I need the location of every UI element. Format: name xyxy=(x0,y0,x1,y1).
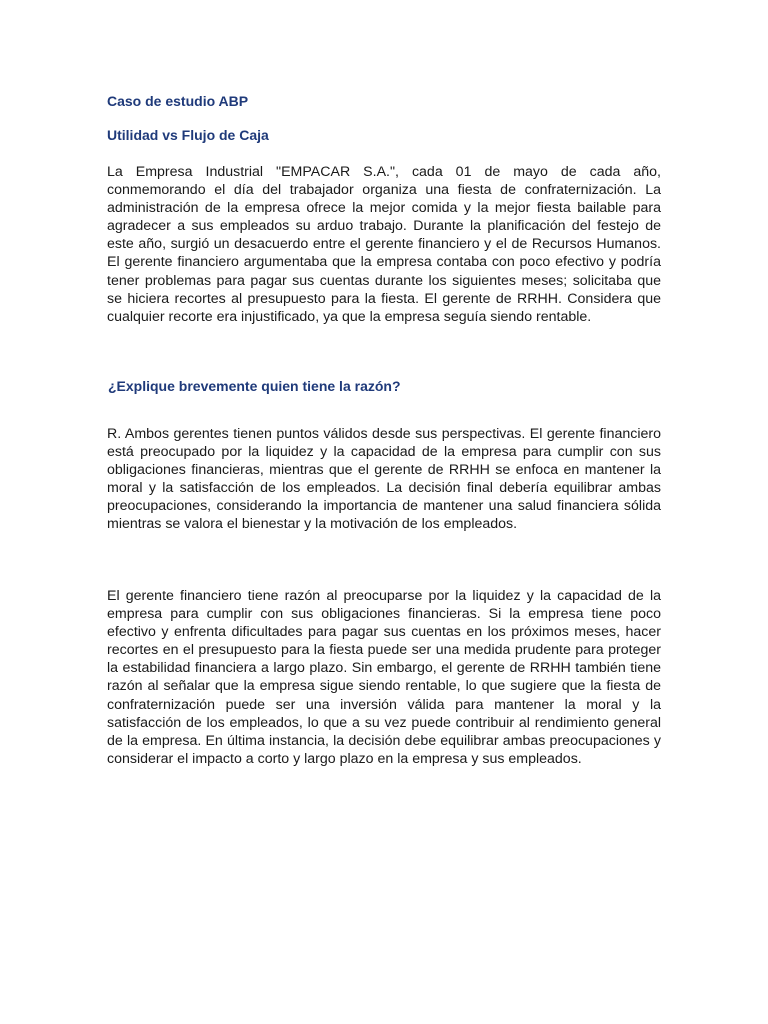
intro-paragraph: La Empresa Industrial "EMPACAR S.A.", cada 01 de mayo de cada año, conmemorando el día del trabajador organiza una fiesta de confraternización. La administración de la empresa ofrece la mejor comida y la mejor fiesta bailable para agradecer a sus empleados su arduo trabajo. Durante la planificación del festejo de este año, surgió un desacuerdo entre el gerente financiero y el de Recursos Humanos. El gerente financiero argumentaba que la empresa contaba con poco efectivo y podría tener problemas para pagar sus cuentas durante los siguientes meses; solicitaba que se hiciera recortes al presupuesto para la fiesta. El gerente de RRHH. Considera que cualquier recorte era injustificado, ya que la empresa seguía siendo rentable. xyxy=(107,164,661,325)
question-heading: ¿Explique brevemente quien tiene la razón? xyxy=(108,378,401,394)
document-title: Utilidad vs Flujo de Caja xyxy=(107,127,269,143)
answer-paragraph-1: R. Ambos gerentes tienen puntos válidos desde sus perspectivas. El gerente financiero está preocupado por la liquidez y la capacidad de la empresa para cumplir con sus obligaciones financieras, mientras que el gerente de RRHH se enfoca en mantener la moral y la satisfacción de los empleados. La decisión final debería equilibrar ambas preocupaciones, considerando la importancia de mantener una salud financiera sólida mientras se valora el bienestar y la motivación de los empleados. xyxy=(107,426,661,533)
case-label: Caso de estudio ABP xyxy=(107,93,249,109)
answer-paragraph-2: El gerente financiero tiene razón al preocuparse por la liquidez y la capacidad de la empresa para cumplir con sus obligaciones financieras. Si la empresa tiene poco efectivo y enfrenta dificultades para pagar sus cuentas en los próximos meses, hacer recortes en el presupuesto para la fiesta puede ser una medida prudente para proteger la estabilidad financiera a largo plazo. Sin embargo, el gerente de RRHH también tiene razón al señalar que la empresa sigue siendo rentable, lo que sugiere que la fiesta de confraternización puede ser una inversión válida para mantener la moral y la satisfacción de los empleados, lo que a su vez puede contribuir al rendimiento general de la empresa. En última instancia, la decisión debe equilibrar ambas preocupaciones y considerar el impacto a corto y largo plazo en la empresa y sus empleados. xyxy=(107,588,661,767)
